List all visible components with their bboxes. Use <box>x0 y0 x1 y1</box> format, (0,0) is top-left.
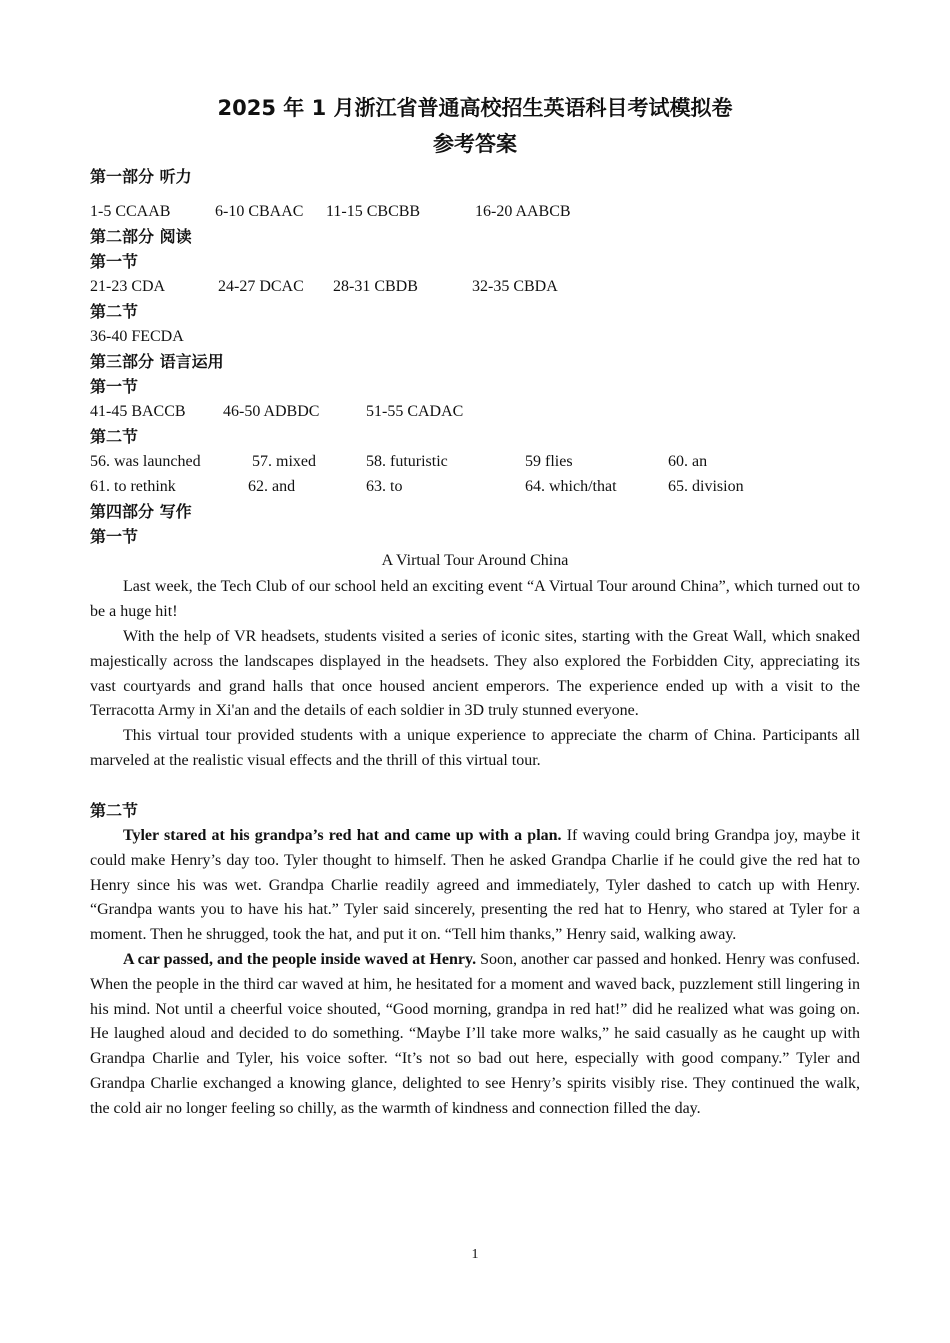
continuation-paragraph <box>90 948 860 1122</box>
essay-paragraph: With the help of VR headsets, students visited a series of iconic sites, starting with the Great Wall, which snaked majestically across the landscapes displayed in the headsets. They also explored the Forbidden City, appreciating its vast courtyards and grand halls that once housed ancient emperors. The experience ended up with a visit to the Terracotta Army in Xi'an and the details of each soldier in 3D truly stunned everyone. <box>90 628 860 720</box>
answer-group: 46-50 ADBDC <box>223 403 320 420</box>
answer-item: 59 flies <box>525 453 573 470</box>
paragraph-body: Soon, another car passed and honked. Henry was confused. When the people in the third car waved at him, he hesitated for a moment and waved back, puzzlement still lingering in his mind. Not until a cheerful voice shouted, “Good morning, grandpa in red hat!” did he realized what was going on. He laughed aloud and decided to do something. “Maybe I’ll take more walks,” he said casually as he caught up with Grandpa Charlie and Tyler, his voice softer. “It’s not so bad out here, especially with good company.” Tyler and Grandpa Charlie exchanged a knowing glance, delighted to see Henry’s spirits visibly rise. They continued the walk, the cold air no longer feeling so chilly, as the warmth of kindness and connection filled the day. <box>90 951 861 1117</box>
part3-section1-heading: 第一节 <box>90 377 139 396</box>
answer-item: 60. an <box>668 453 708 470</box>
answer-group: 11-15 CBCBB <box>326 203 421 220</box>
answer-item: 56. was launched <box>90 453 201 470</box>
answer-group: 36-40 FECDA <box>90 328 184 345</box>
answer-item: 64. which/that <box>525 478 617 495</box>
part1-heading: 第一部分 听力 <box>90 167 192 186</box>
part2-section1-answer-row <box>90 277 870 297</box>
part3-section2-answer-row <box>90 452 870 472</box>
part1-answer-row <box>90 202 870 222</box>
answer-item: 61. to rethink <box>90 478 176 495</box>
part4-section2-heading: 第二节 <box>90 801 139 820</box>
essay-paragraph: Last week, the Tech Club of our school held an exciting event “A Virtual Tour around China”, which turned out to be a huge hit! <box>90 578 860 620</box>
answer-item: 65. division <box>668 478 744 495</box>
essay-paragraph: This virtual tour provided students with a unique experience to appreciate the charm of China. Participants all marveled at the realistic visual effects and the thrill of this virtual tour. <box>90 727 860 769</box>
answer-group: 32-35 CBDA <box>472 278 558 295</box>
page-subtitle: 参考答案 <box>433 132 517 156</box>
page-title: 2025 年 1 月浙江省普通高校招生英语科目考试模拟卷 <box>217 96 733 120</box>
part2-section1-heading: 第一节 <box>90 252 139 271</box>
answer-group: 16-20 AABCB <box>475 203 571 220</box>
answer-group: 24-27 DCAC <box>218 278 304 295</box>
answer-item: 58. futuristic <box>366 453 448 470</box>
answer-group: 28-31 CBDB <box>333 278 418 295</box>
part4-heading: 第四部分 写作 <box>90 502 192 521</box>
answer-group: 21-23 CDA <box>90 278 166 295</box>
paragraph-lead-sentence: A car passed, and the people inside waved at Henry. <box>123 951 477 968</box>
continuation-paragraph <box>90 824 860 948</box>
answer-item: 57. mixed <box>252 453 316 470</box>
part3-section2-answer-row <box>90 477 870 497</box>
part2-section2-heading: 第二节 <box>90 302 139 321</box>
answer-group: 1-5 CCAAB <box>90 203 171 220</box>
answer-item: 62. and <box>248 478 296 495</box>
answer-item: 63. to <box>366 478 403 495</box>
part4-section1-heading: 第一节 <box>90 527 139 546</box>
part2-heading: 第二部分 阅读 <box>90 227 192 246</box>
part3-heading: 第三部分 语言运用 <box>90 352 224 371</box>
answer-group: 6-10 CBAAC <box>215 203 304 220</box>
part3-section2-heading: 第二节 <box>90 427 139 446</box>
answer-group: 51-55 CADAC <box>366 403 464 420</box>
part2-section2-answer-row <box>90 327 870 347</box>
paragraph-lead-sentence: Tyler stared at his grandpa’s red hat and came up with a plan. <box>123 827 562 844</box>
paragraph-body: If waving could bring Grandpa joy, maybe it could make Henry’s day too. Tyler thought to himself. Then he asked Grandpa Charlie if he could give the red hat to Henry since his was wet. Grandpa Charlie readily agreed and immediately, Tyler dashed to catch up with Henry. “Grandpa wants you to have his hat.” Tyler said sincerely, presenting the red hat to Henry, who stared at Tyler for a moment. Then he shrugged, took the hat, and put it on. “Tell him thanks,” Henry said, walking away. <box>90 827 861 944</box>
part3-section1-answer-row <box>90 402 870 422</box>
answer-group: 41-45 BACCB <box>90 403 186 420</box>
essay-title: A Virtual Tour Around China <box>381 552 569 569</box>
page-number: 1 <box>471 1247 479 1262</box>
